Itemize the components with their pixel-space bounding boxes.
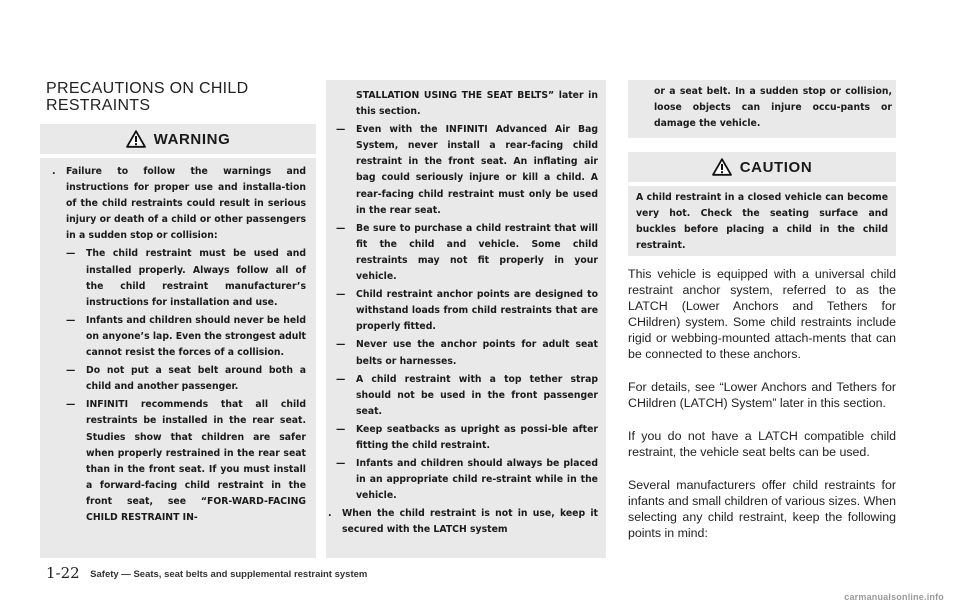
- body-paragraph: Several manufacturers offer child restraints for infants and small children of various sizes. When selecting any child restraint, keep the following points in mind:: [628, 478, 896, 540]
- warning-item: — Child restraint anchor points are designed to withstand loads from child restraints that are properly fitted.: [336, 289, 598, 333]
- warning-item-continued: STALLATION USING THE SEAT BELTS” later in this section.: [356, 90, 598, 118]
- page-number: 1-22: [46, 564, 80, 582]
- body-paragraph: For details, see “Lower Anchors and Tethers for CHildren (LATCH) System” later in this section.: [628, 380, 896, 410]
- warning-bullet: [48, 164, 306, 526]
- caution-title: CAUTION: [739, 158, 813, 176]
- page-footer: [46, 564, 367, 583]
- warning-continued-end: [628, 80, 896, 138]
- caution-header: [628, 152, 896, 182]
- caution-body: [628, 186, 896, 256]
- warning-bullet: . When the child restraint is not in use, keep it secured with the LATCH system: [328, 508, 598, 536]
- warning-item: — Keep seatbacks as upright as possi-ble after fitting the child restraint.: [336, 423, 598, 451]
- warning-title: WARNING: [153, 130, 231, 148]
- warning-bullet-text: Failure to follow the warnings and instructions for proper use and installa-tion of the child restraints could result in serious injury or death of a child or other passengers in a sudden stop or collision:: [66, 166, 306, 242]
- section-heading: PRECAUTIONS ON CHILD RESTRAINTS: [46, 80, 249, 114]
- warning-continued-column: [326, 80, 606, 558]
- warning-header: [40, 124, 316, 154]
- warning-item: — A child restraint with a top tether strap should not be used in the front passenger seat.: [336, 373, 598, 417]
- body-paragraph: If you do not have a LATCH compatible child restraint, the vehicle seat belts can be used.: [628, 429, 896, 459]
- bullet-mark: .: [52, 166, 56, 177]
- warning-item: — Be sure to purchase a child restraint that will fit the child and vehicle. Some child restraints may not fit properly in your vehicle.: [336, 222, 598, 283]
- warning-continued-text: or a seat belt. In a sudden stop or collision, loose objects can injure occu-pants or damage the vehicle.: [654, 86, 892, 130]
- warning-item: — Do not put a seat belt around both a child and another passenger.: [66, 365, 306, 393]
- warning-item: — The child restraint must be used and installed properly. Always follow all of the child restraint manufacturer’s instructions for installation and use.: [66, 248, 306, 308]
- warning-item: — Never use the anchor points for adult seat belts or harnesses.: [336, 339, 598, 367]
- watermark: carmanualsonline.info: [844, 592, 944, 602]
- caution-text: A child restraint in a closed vehicle can become very hot. Check the seating surface and buckles before placing a child in the child restraint.: [636, 192, 888, 252]
- warning-item: — Even with the INFINITI Advanced Air Bag System, never install a rear-facing child restraint in the front seat. An inflating air bag could seriously injure or kill a child. A rear-facing child restraint must only be used in the rear seat.: [336, 124, 598, 216]
- chapter-title: Safety — Seats, seat belts and supplemental restraint system: [90, 569, 368, 580]
- warning-item: — Infants and children should always be placed in an appropriate child re-straint while in the vehicle.: [336, 458, 598, 502]
- warning-triangle-icon: [126, 130, 146, 148]
- warning-item: — INFINITI recommends that all child restraints be installed in the rear seat. Studies show that children are safer when properly restrained in the rear seat than in the front seat. If you must install a forward-facing child restraint in the front seat, see “FOR-WARD-FACING CHILD RESTRAINT IN-: [66, 399, 306, 523]
- body-paragraph: This vehicle is equipped with a universal child restraint anchor system, referred to as the LATCH (Lower Anchors and Tethers for CHildren) system. Some child restraints include rigid or webbing-mounted attach-ments that can be connected to these anchors.: [628, 267, 896, 361]
- caution-triangle-icon: [712, 158, 732, 176]
- warning-item: — Infants and children should never be held on anyone’s lap. Even the strongest adult cannot resist the forces of a collision.: [66, 314, 306, 359]
- warning-body: [40, 158, 316, 558]
